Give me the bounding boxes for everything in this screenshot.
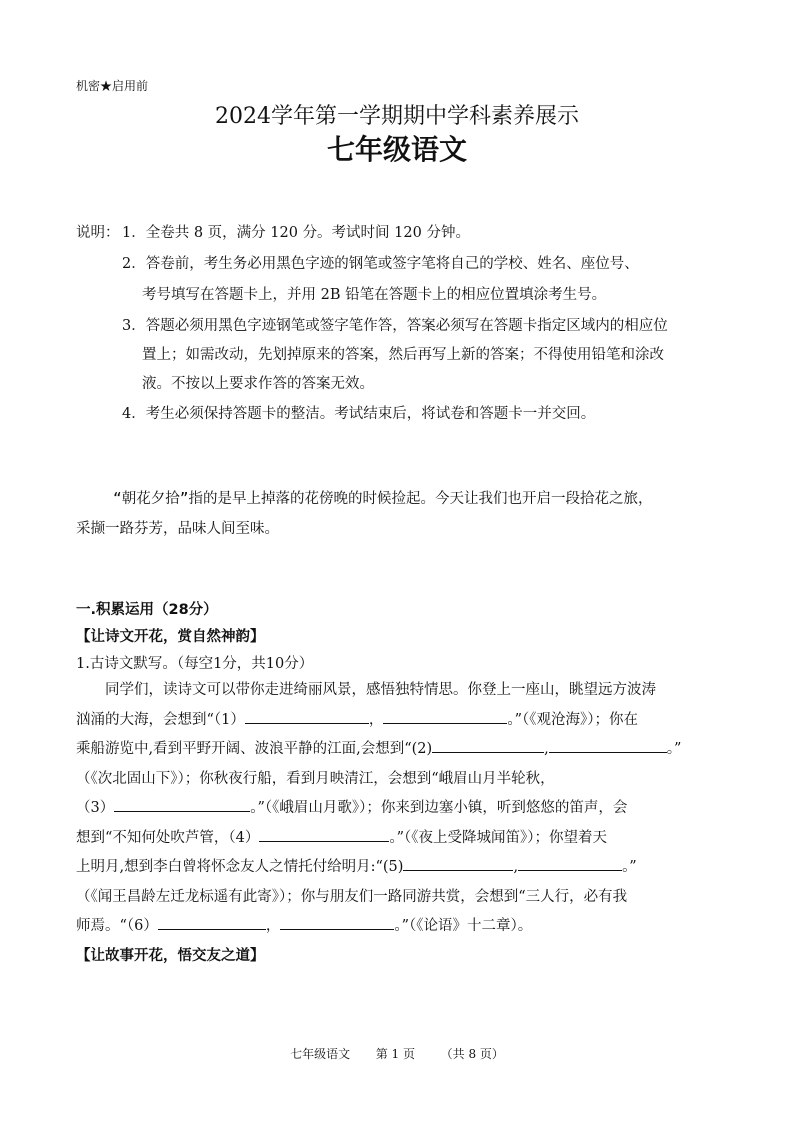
passage-line bbox=[76, 676, 718, 706]
instruction-4: 4．考生必须保持答题卡的整洁。考试结束后，将试卷和答题卡一并交回。 bbox=[122, 406, 596, 422]
passage-text: （3） bbox=[76, 800, 115, 816]
confidential-label: 机密★启用前 bbox=[76, 79, 149, 93]
answer-blank[interactable] bbox=[383, 709, 507, 724]
passage-text: 汹涌的大海，会想到“（1） bbox=[76, 711, 245, 728]
exam-subject-title: 七年级语文 bbox=[326, 133, 467, 166]
instruction-3-cont1: 置上；如需改动，先划掉原来的答案，然后再写上新的答案；不得使用铅笔和涂改 bbox=[142, 347, 664, 363]
passage-line bbox=[76, 824, 718, 854]
passage-text: （《次北固山下》）；你秋夜行船，看到月映清江，会想到“峨眉山月半轮秋， bbox=[76, 770, 555, 787]
passage-text: 。”（《峨眉山月歌》）；你来到边塞小镇，听到悠悠的笛声，会 bbox=[250, 800, 628, 816]
answer-blank[interactable] bbox=[158, 915, 266, 930]
instructions-lead: 说明： bbox=[76, 225, 120, 241]
instruction-1: 1．全卷共 8 页，满分 120 分。考试时间 120 分钟。 bbox=[122, 225, 470, 241]
answer-blank[interactable] bbox=[518, 856, 622, 871]
passage-text: 。”（《夜上受降城闻笛》）；你望着天 bbox=[389, 829, 608, 846]
passage-line bbox=[76, 706, 718, 736]
answer-blank[interactable] bbox=[114, 797, 250, 812]
answer-blank[interactable] bbox=[549, 738, 667, 753]
footer-total: （共 8 页） bbox=[440, 1047, 504, 1061]
page-footer bbox=[0, 1045, 794, 1062]
passage-text: 想到“不知何处吹芦管，（4） bbox=[76, 829, 260, 846]
passage-text: 。”（《论语》十二章）。 bbox=[394, 918, 533, 934]
passage-text: ， bbox=[368, 711, 384, 728]
footer-subject: 七年级语文 bbox=[290, 1047, 351, 1061]
intro-line-1: “朝花夕拾”指的是早上掉落的花傍晚的时候捡起。今天让我们也开启一段拾花之旅， bbox=[113, 491, 653, 507]
question-1-passage bbox=[76, 676, 718, 942]
answer-blank[interactable] bbox=[280, 915, 394, 930]
passage-text: 。”（《观沧海》）；你在 bbox=[507, 711, 639, 728]
footer-page: 第 1 页 bbox=[375, 1047, 415, 1061]
passage-text: 。” bbox=[622, 859, 637, 875]
subsection-poetry: 【让诗文开花，赏自然神韵】 bbox=[76, 629, 265, 645]
exam-title: 2024学年第一学期期中学科素养展示 bbox=[215, 104, 579, 129]
instruction-2: 2．答卷前，考生务必用黑色字迹的钢笔或签字笔将自己的学校、姓名、座位号、 bbox=[122, 256, 639, 272]
passage-line bbox=[76, 883, 718, 913]
passage-text: 乘船游览中,看到平野开阔、波浪平静的江面,会想到“(2) bbox=[76, 741, 433, 757]
passage-line bbox=[76, 794, 718, 824]
answer-blank[interactable] bbox=[245, 709, 369, 724]
intro-line-2: 采撷一路芬芳，品味人间至味。 bbox=[76, 521, 279, 537]
passage-text: （《闻王昌龄左迁龙标遥有此寄》）；你与朋友们一路同游共赏，会想到“三人行，必有我 bbox=[76, 888, 628, 905]
instruction-3: 3．答题必须用黑色字迹钢笔或签字笔作答，答案必须写在答题卡指定区域内的相应位 bbox=[122, 318, 668, 334]
passage-text: ， bbox=[265, 918, 281, 934]
instruction-3-cont2: 液。不按以上要求作答的答案无效。 bbox=[142, 376, 374, 392]
passage-line bbox=[76, 735, 718, 765]
passage-text: 师焉。“（6） bbox=[76, 918, 158, 934]
passage-line bbox=[76, 912, 718, 942]
answer-blank[interactable] bbox=[432, 738, 544, 753]
passage-line bbox=[76, 765, 718, 795]
question-1-title: 1.古诗文默写。（每空1分，共10分） bbox=[76, 656, 314, 672]
passage-text: 上明月,想到李白曾将怀念友人之情托付给明月:“(5) bbox=[76, 859, 404, 875]
subsection-stories: 【让故事开花，悟交友之道】 bbox=[76, 948, 265, 964]
section-heading: 一.积累运用（28分） bbox=[76, 602, 218, 618]
answer-blank[interactable] bbox=[403, 856, 513, 871]
passage-text: 同学们，读诗文可以带你走进绮丽风景，感悟独特情思。你登上一座山，眺望远方波涛 bbox=[105, 682, 656, 698]
passage-text: , bbox=[513, 859, 519, 875]
passage-line bbox=[76, 853, 718, 883]
passage-text: , bbox=[544, 741, 549, 757]
instruction-2-cont: 考号填写在答题卡上，并用 2B 铅笔在答题卡上的相应位置填涂考生号。 bbox=[142, 287, 607, 303]
passage-text: 。” bbox=[666, 741, 682, 757]
answer-blank[interactable] bbox=[259, 827, 389, 842]
